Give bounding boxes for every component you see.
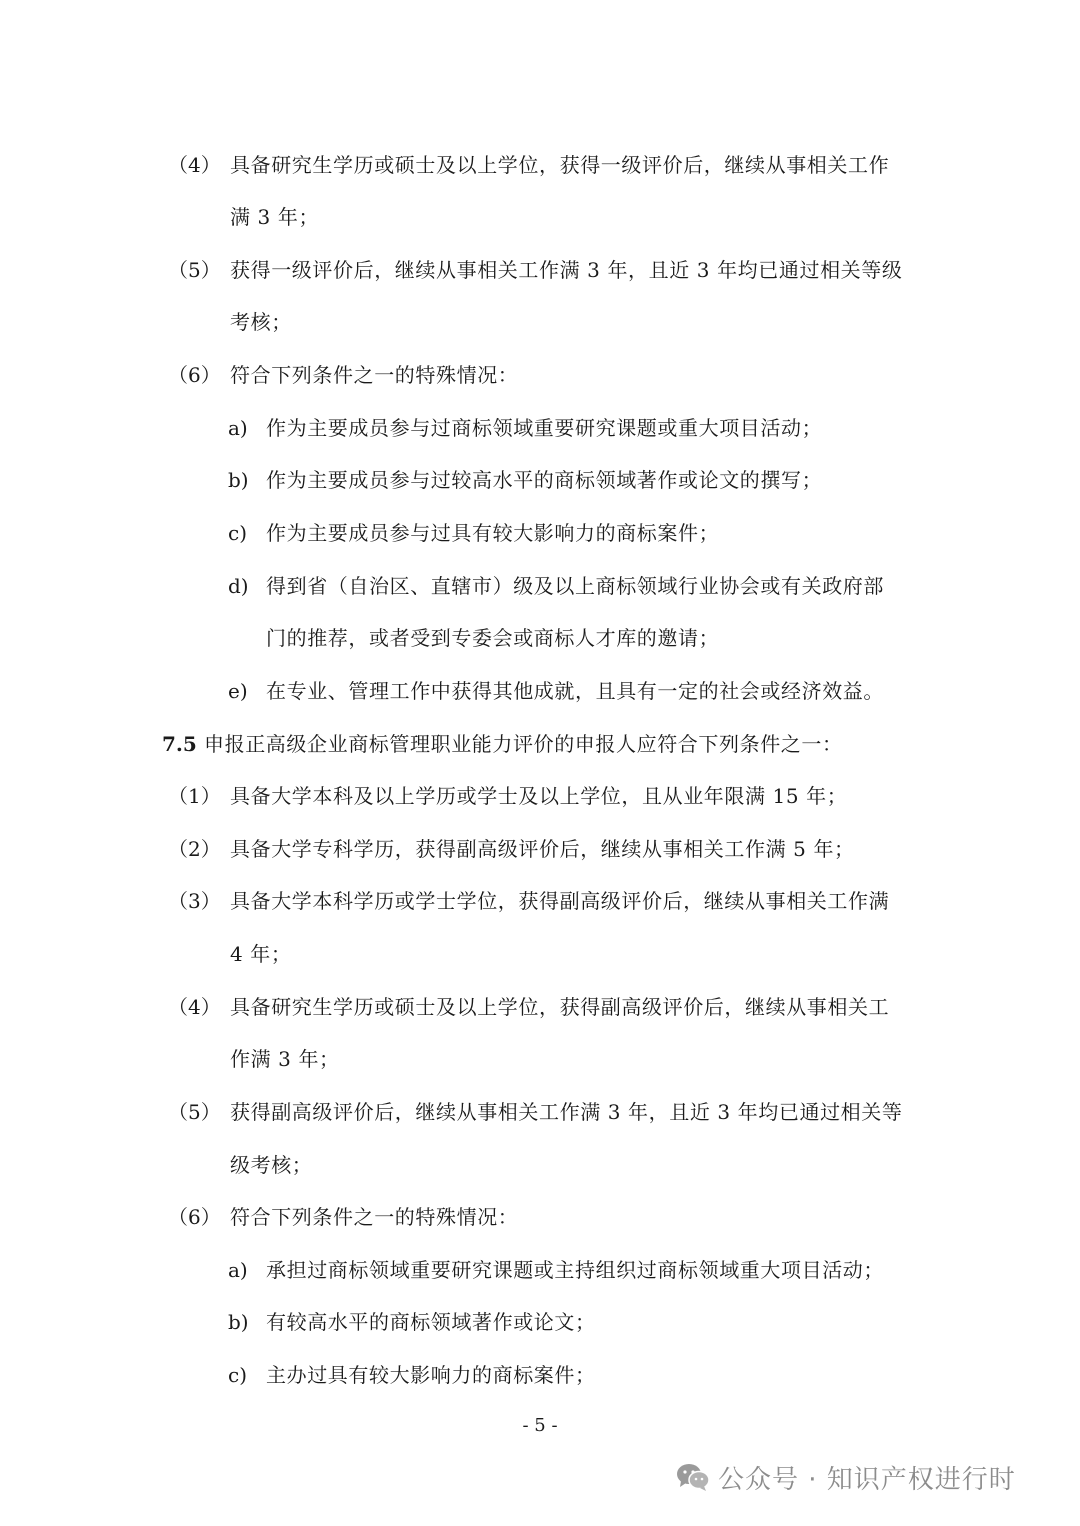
- subitem-text: 在专业、管理工作中获得其他成就，且具有一定的社会或经济效益。: [266, 679, 884, 703]
- watermark-text: 公众号 · 知识产权进行时: [718, 1464, 1016, 1495]
- item-text: 具备研究生学历或硕士及以上学位，获得一级评价后，继续从事相关工作: [230, 153, 890, 177]
- item-text-continuation: 级考核；: [230, 1153, 313, 1177]
- subitem-text: 得到省（自治区、直辖市）级及以上商标领域行业协会或有关政府部: [266, 574, 884, 598]
- subitem-letter: d): [228, 574, 249, 598]
- wechat-icon: [676, 1462, 710, 1492]
- subitem-letter: c): [228, 1363, 248, 1387]
- item-number: （4）: [168, 153, 221, 177]
- item-text: 符合下列条件之一的特殊情况：: [230, 363, 519, 387]
- item-text: 符合下列条件之一的特殊情况：: [230, 1205, 519, 1229]
- section-heading: 申报正高级企业商标管理职业能力评价的申报人应符合下列条件之一：: [204, 732, 843, 756]
- item-text: 获得副高级评价后，继续从事相关工作满 3 年，且近 3 年均已通过相关等: [230, 1100, 903, 1124]
- item-number: （3）: [168, 889, 221, 913]
- subitem-text: 作为主要成员参与过较高水平的商标领域著作或论文的撰写；: [266, 468, 823, 492]
- subitem-letter: c): [228, 521, 248, 545]
- item-text-continuation: 满 3 年；: [230, 205, 320, 229]
- item-text-continuation: 考核；: [230, 310, 292, 334]
- subitem-letter: e): [228, 679, 248, 703]
- item-text: 具备大学本科及以上学历或学士及以上学位，且从业年限满 15 年；: [230, 784, 848, 808]
- page-number: - 5 -: [522, 1415, 558, 1436]
- subitem-text: 主办过具有较大影响力的商标案件；: [266, 1363, 596, 1387]
- item-number: （1）: [168, 784, 221, 808]
- subitem-letter: b): [228, 1310, 249, 1334]
- item-text: 具备大学专科学历，获得副高级评价后，继续从事相关工作满 5 年；: [230, 837, 855, 861]
- subitem-letter: b): [228, 468, 249, 492]
- item-text: 获得一级评价后，继续从事相关工作满 3 年，且近 3 年均已通过相关等级: [230, 258, 903, 282]
- subitem-letter: a): [228, 1258, 248, 1282]
- item-number: （2）: [168, 837, 221, 861]
- item-text: 具备研究生学历或硕士及以上学位，获得副高级评价后，继续从事相关工: [230, 995, 890, 1019]
- subitem-text: 作为主要成员参与过具有较大影响力的商标案件；: [266, 521, 720, 545]
- subitem-letter: a): [228, 416, 248, 440]
- item-number: （6）: [168, 363, 221, 387]
- item-text: 具备大学本科学历或学士学位，获得副高级评价后，继续从事相关工作满: [230, 889, 890, 913]
- section-number: 7.5: [162, 732, 197, 756]
- item-number: （5）: [168, 1100, 221, 1124]
- watermark: [676, 1457, 1016, 1497]
- item-text-continuation: 作满 3 年；: [230, 1047, 340, 1071]
- item-number: （4）: [168, 995, 221, 1019]
- subitem-text: 有较高水平的商标领域著作或论文；: [266, 1310, 596, 1334]
- item-text-continuation: 4 年；: [230, 942, 292, 966]
- item-number: （6）: [168, 1205, 221, 1229]
- subitem-text: 作为主要成员参与过商标领域重要研究课题或重大项目活动；: [266, 416, 823, 440]
- subitem-text: 承担过商标领域重要研究课题或主持组织过商标领域重大项目活动；: [266, 1258, 884, 1282]
- subitem-text-continuation: 门的推荐，或者受到专委会或商标人才库的邀请；: [266, 626, 720, 650]
- item-number: （5）: [168, 258, 221, 282]
